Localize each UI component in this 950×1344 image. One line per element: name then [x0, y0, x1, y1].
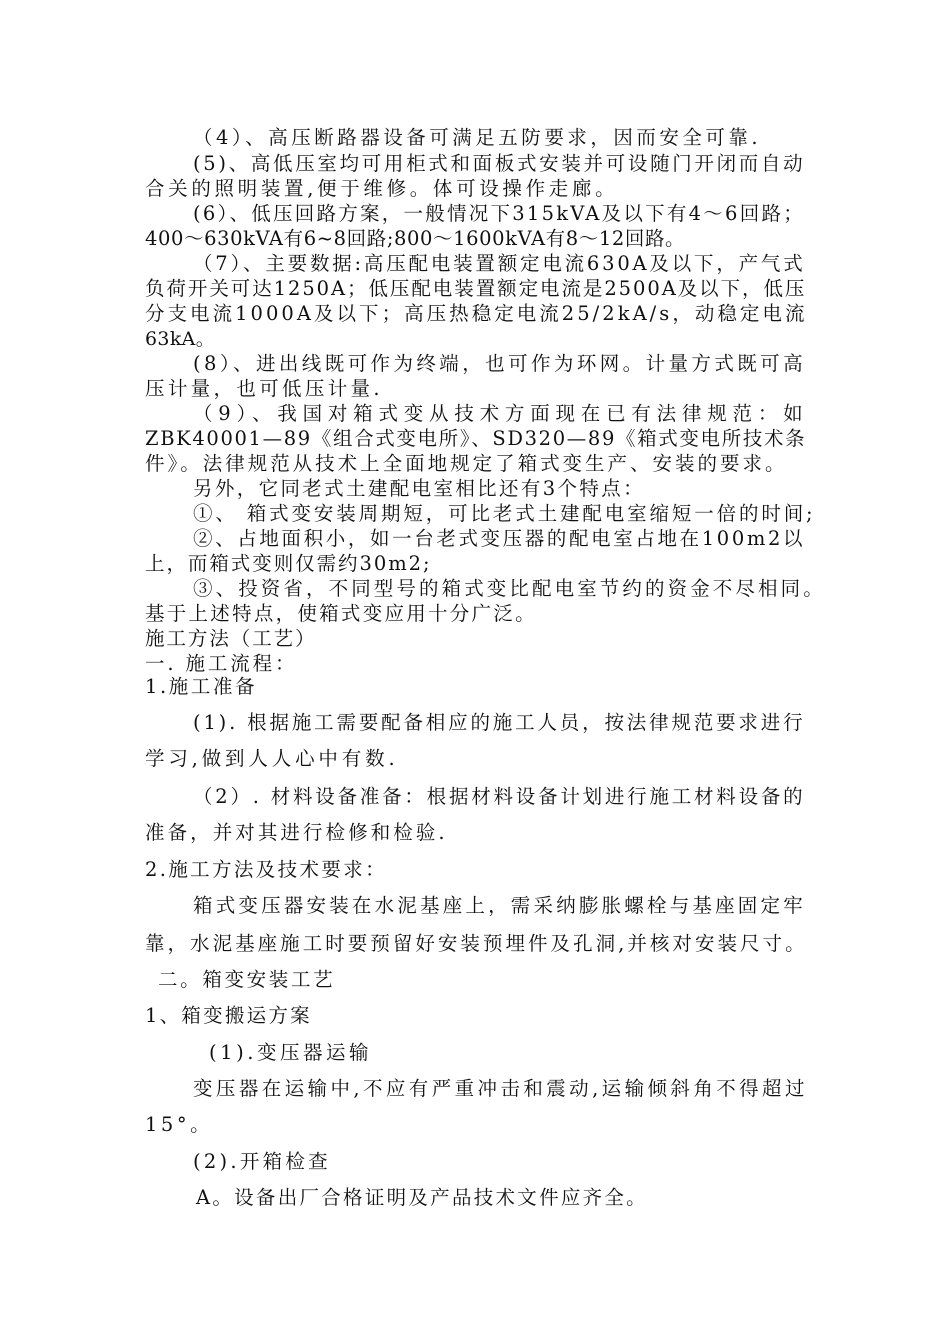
text-line: 63kA。: [145, 328, 216, 350]
text-line: ②、占地面积小，如一台老式变压器的配电室占地在100m2以: [193, 527, 806, 550]
text-line: (1). 根据施工需要配备相应的施工人员，按法律规范要求进行: [193, 711, 806, 734]
text-line: ①、 箱式变安装周期短，可比老式土建配电室缩短一倍的时间;: [193, 502, 816, 525]
text-line: 变压器在运输中,不应有严重冲击和震动,运输倾斜角不得超过: [193, 1077, 808, 1100]
text-line: 另外，它同老式土建配电室相比还有3个特点：: [193, 477, 645, 500]
text-line: 15°。: [145, 1113, 214, 1136]
section-heading: 施工方法（工艺）: [145, 627, 317, 650]
section-heading: 一. 施工流程：: [145, 652, 298, 675]
text-line: 压计量，也可低压计量.: [145, 377, 383, 400]
text-line: 学习,做到人人心中有数.: [145, 747, 399, 770]
text-line: 件》。法律规范从技术上全面地规定了箱式变生产、安装的要求。: [145, 452, 788, 475]
text-line: （9）、我国对箱式变从技术方面现在已有法律规范：如: [193, 402, 809, 425]
subsection-heading: (1).变压器运输: [209, 1041, 373, 1064]
subsection-heading: 2.施工方法及技术要求：: [145, 858, 387, 881]
text-line: ③、投资省，不同型号的箱式变比配电室节约的资金不尽相同。: [193, 577, 826, 600]
text-line: (8）、进出线既可作为终端，也可作为环网。计量方式既可高: [193, 352, 807, 375]
text-line: 靠，水泥基座施工时要预留好安装预埋件及孔洞,并核对安装尺寸。: [145, 932, 808, 955]
text-line: ZBK40001—89《组合式变电所》、SD320—89《箱式变电所技术条: [145, 427, 807, 450]
subsection-heading: 1、箱变搬运方案: [145, 1004, 312, 1027]
text-line: （4）、高压断路器设备可满足五防要求，因而安全可靠.: [193, 126, 762, 149]
text-line: (6）、低压回路方案，一般情况下315kVA及以下有4～6回路；: [193, 202, 805, 225]
section-heading: 二。箱变安装工艺: [158, 968, 336, 991]
text-line: （2）. 材料设备准备：根据材料设备计划进行施工材料设备的: [193, 785, 806, 808]
text-line: A。设备出厂合格证明及产品技术文件应齐全。: [196, 1186, 648, 1209]
text-line: (5)、高低压室均可用柜式和面板式安装并可设随门开闭而自动: [193, 152, 806, 175]
text-line: （7）、主要数据:高压配电装置额定电流630A及以下，产气式: [193, 252, 806, 275]
text-line: 400～630kVA有6~8回路;800～1600kVA有8～12回路。: [145, 227, 686, 250]
text-line: 上，而箱式变则仅需约30m2;: [145, 552, 432, 575]
subsection-heading: 1.施工准备: [145, 675, 258, 698]
text-line: 基于上述特点，使箱式变应用十分广泛。: [145, 602, 537, 625]
text-line: 合关的照明装置,便于维修。体可设操作走廊。: [145, 177, 619, 200]
subsection-heading: (2).开箱检查: [193, 1150, 331, 1173]
text-line: 箱式变压器安装在水泥基座上，需采纳膨胀螺栓与基座固定牢: [193, 894, 806, 917]
text-line: 分支电流1000A及以下；高压热稳定电流25/2kA/s，动稳定电流: [145, 302, 808, 325]
text-line: 负荷开关可达1250A；低压配电装置额定电流是2500A及以下，低压: [145, 277, 807, 300]
text-line: 准备，并对其进行检修和检验.: [145, 821, 448, 844]
